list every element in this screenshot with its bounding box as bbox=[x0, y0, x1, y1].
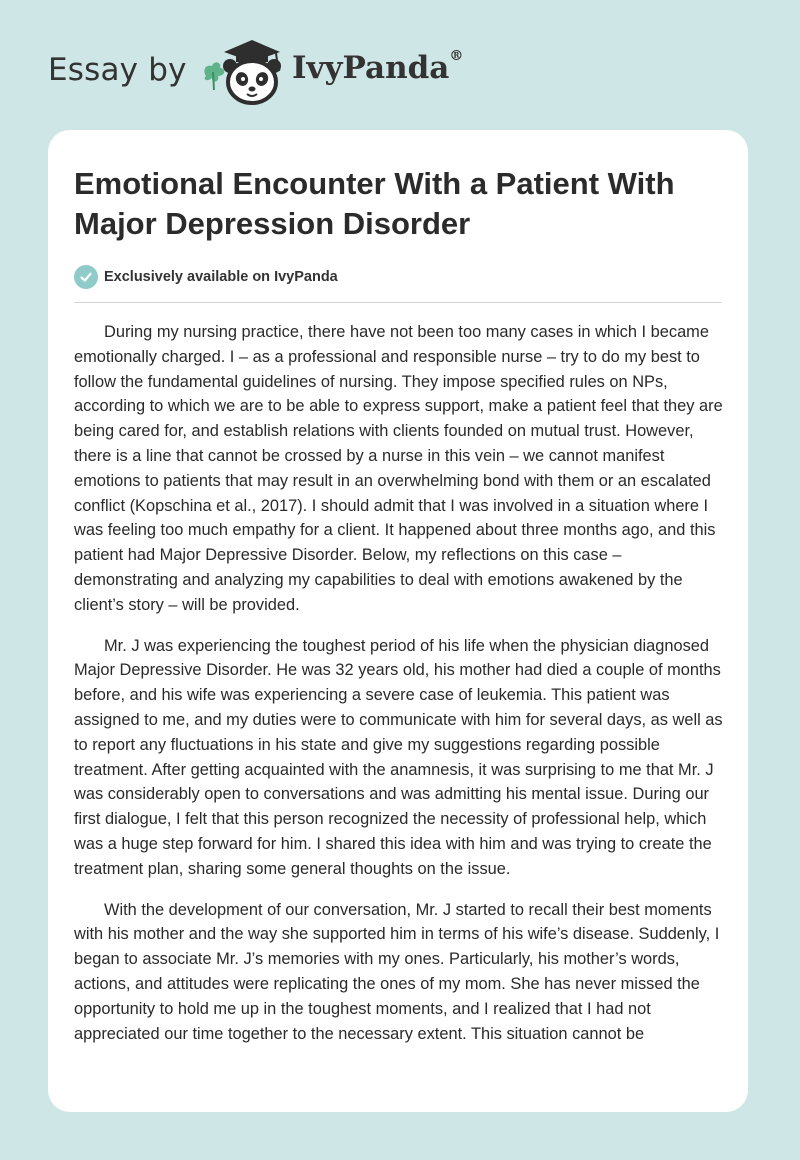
brand-name[interactable] bbox=[292, 50, 463, 86]
exclusive-badge bbox=[74, 264, 338, 290]
article-card bbox=[48, 130, 748, 1112]
page-title: Emotional Encounter With a Patient With Major Depression Disorder bbox=[74, 166, 675, 241]
check-circle-icon bbox=[74, 265, 98, 289]
ivy-leaf-icon bbox=[204, 62, 224, 90]
divider bbox=[74, 302, 722, 303]
paragraph: Mr. J was experiencing the toughest period of his life when the physician diagnosed Major Depressive Disorder. He was 32 years old, his mother had died a couple of months before, and his wife was experiencing a severe case of leukemia. This patient was assigned to me, and my duties were to communicate with him for several days, as well as to report any fluctuations in his state and give my suggestions regarding possible treatment. After getting acquainted with the anamnesis, it was surprising to me that Mr. J was considerably open to conversations and was admitting his mental issue. During our first dialogue, I felt that this person recognized the necessity of professional help, which was a huge step forward for him. I shared this idea with him and was trying to create the treatment plan, sharing some general thoughts on the issue. bbox=[74, 636, 723, 878]
article-body bbox=[74, 320, 726, 1062]
exclusive-label: Exclusively available on IvyPanda bbox=[104, 269, 338, 285]
paragraph: During my nursing practice, there have not been too many cases in which I became emotionally charged. I – as a professional and responsible nurse – try to do my best to follow the fundamental guidelines of nursing. They impose specified rules on NPs, according to which we are to be able to express support, make a patient feel that they are being cared for, and establish relations with clients founded on mutual trust. However, there is a line that cannot be crossed by a nurse in this vein – we cannot manifest emotions to patients that may result in an overwhelming bond with them or an escalated conflict (Kopschina et al., 2017). I should admit that I was involved in a situation where I was feeling too much empathy for a client. It happened about three months ago, and this patient had Major Depressive Disorder. Below, my reflections on this case – demonstrating and analyzing my capabilities to deal with emotions awakened by the client’s story – will be provided. bbox=[74, 323, 723, 614]
registered-mark: ® bbox=[449, 48, 464, 64]
paragraph: With the development of our conversation, Mr. J started to recall their best moments with his mother and the way she supported him in terms of his wife’s disease. Suddenly, I began to associate Mr. J’s memories with my ones. Particularly, his mother’s words, actions, and attitudes were replicating the ones of my mom. She has never missed the opportunity to hold me up in the toughest moments, and I realized that I had not appreciated our time together to the necessary extent. This situation cannot be bbox=[74, 900, 720, 1043]
essay-by-label: Essay by bbox=[48, 52, 187, 88]
brand-name-text: IvyPanda bbox=[292, 50, 450, 86]
site-header bbox=[0, 0, 800, 120]
panda-logo-icon[interactable] bbox=[200, 36, 288, 108]
